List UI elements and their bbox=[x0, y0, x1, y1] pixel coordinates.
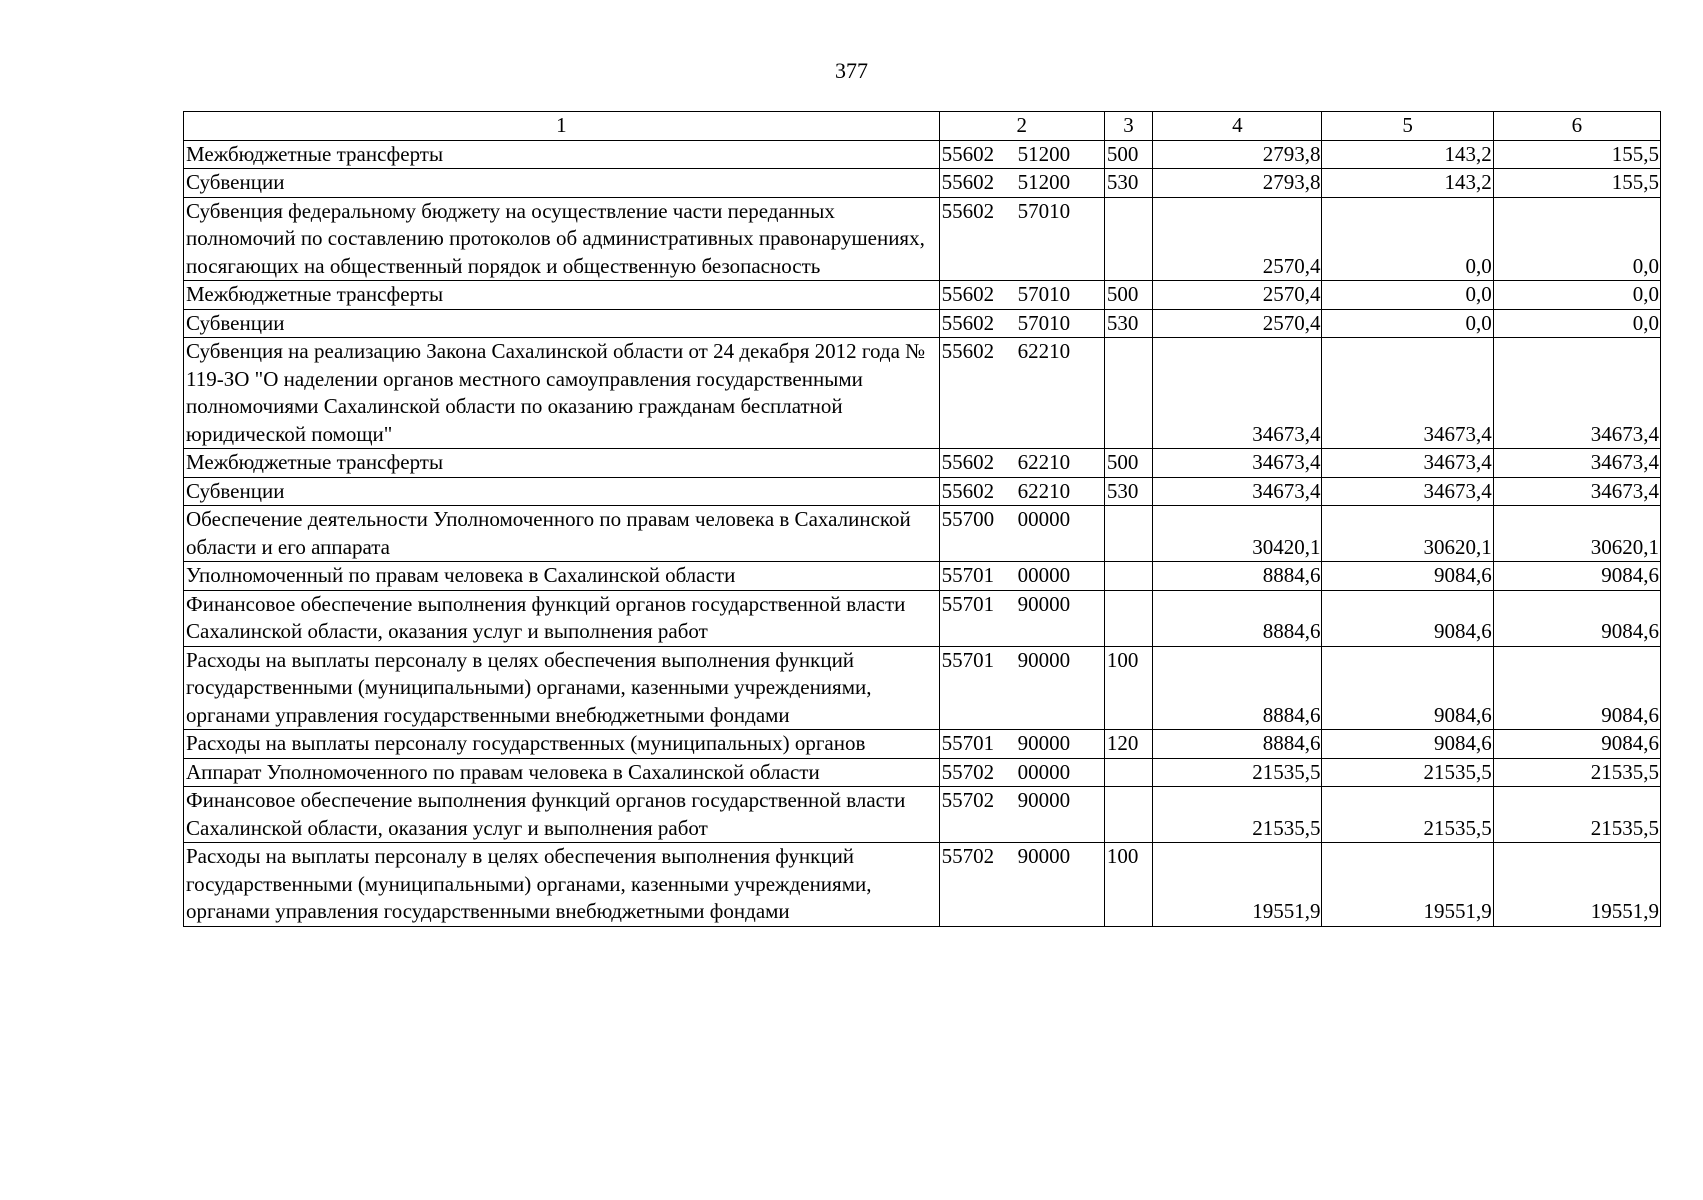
amount-col5-cell: 21535,5 bbox=[1322, 758, 1493, 787]
target-article-cell bbox=[939, 787, 1104, 843]
expense-kind-cell: 120 bbox=[1104, 730, 1152, 759]
amount-col6-cell: 30620,1 bbox=[1493, 506, 1660, 562]
table-row bbox=[184, 562, 1661, 591]
row-name-cell: Субвенции bbox=[184, 309, 940, 338]
budget-table-body bbox=[184, 112, 1661, 927]
expense-kind-cell: 500 bbox=[1104, 281, 1152, 310]
amount-col6-cell: 19551,9 bbox=[1493, 843, 1660, 927]
target-article-code-part2: 51200 bbox=[1017, 141, 1071, 166]
expense-kind-cell: 100 bbox=[1104, 646, 1152, 730]
amount-col4-cell: 8884,6 bbox=[1153, 646, 1322, 730]
target-article-code-part1: 55702 bbox=[941, 844, 995, 868]
target-article-code-part2: 57010 bbox=[1017, 282, 1071, 306]
amount-col4-cell: 8884,6 bbox=[1153, 730, 1322, 759]
table-row bbox=[184, 338, 1661, 449]
amount-col5-cell: 0,0 bbox=[1322, 309, 1493, 338]
target-article-cell bbox=[939, 730, 1104, 759]
target-article-code-part2: 00000 bbox=[1017, 759, 1071, 784]
target-article-code-part1: 55701 bbox=[941, 731, 995, 755]
table-row bbox=[184, 281, 1661, 310]
expense-kind-cell: 530 bbox=[1104, 169, 1152, 198]
expense-kind-cell: 530 bbox=[1104, 477, 1152, 506]
amount-col6-cell: 34673,4 bbox=[1493, 477, 1660, 506]
column-number: 3 bbox=[1104, 112, 1152, 141]
target-article-code-part1: 55701 bbox=[941, 563, 995, 587]
target-article-code-part2: 90000 bbox=[1017, 731, 1071, 755]
row-name-cell: Аппарат Уполномоченного по правам человека в Сахалинской области bbox=[184, 758, 940, 787]
expense-kind-cell: 500 bbox=[1104, 140, 1152, 169]
expense-kind-cell bbox=[1104, 506, 1152, 562]
table-row bbox=[184, 843, 1661, 927]
row-name-cell: Расходы на выплаты персоналу в целях обеспечения выполнения функций государственными (муниципальными) органами, казенными учреждениями, органами управления государственными внебюджетными фондами bbox=[184, 843, 940, 927]
amount-col5-cell: 19551,9 bbox=[1322, 843, 1493, 927]
table-row bbox=[184, 140, 1661, 169]
amount-col6-cell: 9084,6 bbox=[1493, 562, 1660, 591]
target-article-code-part1: 55700 bbox=[941, 507, 995, 531]
row-name-cell: Расходы на выплаты персоналу в целях обеспечения выполнения функций государственными (муниципальными) органами, казенными учреждениями, органами управления государственными внебюджетными фондами bbox=[184, 646, 940, 730]
target-article-cell bbox=[939, 477, 1104, 506]
amount-col5-cell: 30620,1 bbox=[1322, 506, 1493, 562]
column-number: 1 bbox=[184, 112, 940, 141]
amount-col6-cell: 155,5 bbox=[1493, 140, 1660, 169]
table-row bbox=[184, 590, 1661, 646]
table-row bbox=[184, 787, 1661, 843]
amount-col4-cell: 8884,6 bbox=[1153, 562, 1322, 591]
amount-col5-cell: 0,0 bbox=[1322, 281, 1493, 310]
amount-col4-cell: 34673,4 bbox=[1153, 477, 1322, 506]
amount-col5-cell: 143,2 bbox=[1322, 169, 1493, 198]
row-name-cell: Межбюджетные трансферты bbox=[184, 449, 940, 478]
target-article-cell bbox=[939, 338, 1104, 449]
row-name-cell: Уполномоченный по правам человека в Сахалинской области bbox=[184, 562, 940, 591]
amount-col5-cell: 9084,6 bbox=[1322, 590, 1493, 646]
target-article-code-part2: 90000 bbox=[1017, 647, 1071, 672]
amount-col5-cell: 9084,6 bbox=[1322, 562, 1493, 591]
expense-kind-cell bbox=[1104, 590, 1152, 646]
expense-kind-cell bbox=[1104, 197, 1152, 281]
amount-col6-cell: 34673,4 bbox=[1493, 449, 1660, 478]
amount-col5-cell: 34673,4 bbox=[1322, 449, 1493, 478]
row-name-cell: Расходы на выплаты персоналу государственных (муниципальных) органов bbox=[184, 730, 940, 759]
target-article-cell bbox=[939, 281, 1104, 310]
amount-col4-cell: 2570,4 bbox=[1153, 281, 1322, 310]
amount-col4-cell: 34673,4 bbox=[1153, 338, 1322, 449]
row-name-cell: Финансовое обеспечение выполнения функций органов государственной власти Сахалинской области, оказания услуг и выполнения работ bbox=[184, 787, 940, 843]
amount-col5-cell: 9084,6 bbox=[1322, 646, 1493, 730]
target-article-code-part1: 55602 bbox=[941, 478, 995, 503]
column-number: 5 bbox=[1322, 112, 1493, 141]
row-name-cell: Финансовое обеспечение выполнения функций органов государственной власти Сахалинской области, оказания услуг и выполнения работ bbox=[184, 590, 940, 646]
amount-col4-cell: 2793,8 bbox=[1153, 169, 1322, 198]
target-article-code-part1: 55602 bbox=[941, 450, 995, 474]
amount-col5-cell: 9084,6 bbox=[1322, 730, 1493, 759]
page-number: 377 bbox=[835, 58, 868, 83]
column-number: 2 bbox=[939, 112, 1104, 141]
target-article-code-part1: 55602 bbox=[941, 198, 995, 223]
amount-col6-cell: 9084,6 bbox=[1493, 590, 1660, 646]
target-article-code-part1: 55701 bbox=[941, 591, 995, 616]
table-row bbox=[184, 730, 1661, 759]
amount-col4-cell: 8884,6 bbox=[1153, 590, 1322, 646]
table-row bbox=[184, 449, 1661, 478]
row-name-cell: Субвенция федеральному бюджету на осуществление части переданных полномочий по составлению протоколов об административных правонарушениях, посягающих на общественный порядок и общественную безопасность bbox=[184, 197, 940, 281]
amount-col6-cell: 9084,6 bbox=[1493, 730, 1660, 759]
expense-kind-cell bbox=[1104, 562, 1152, 591]
target-article-cell bbox=[939, 646, 1104, 730]
amount-col6-cell: 0,0 bbox=[1493, 281, 1660, 310]
target-article-cell bbox=[939, 309, 1104, 338]
amount-col5-cell: 0,0 bbox=[1322, 197, 1493, 281]
column-number: 4 bbox=[1153, 112, 1322, 141]
amount-col4-cell: 2570,4 bbox=[1153, 309, 1322, 338]
table-row bbox=[184, 309, 1661, 338]
target-article-code-part1: 55702 bbox=[941, 788, 995, 812]
target-article-code-part2: 51200 bbox=[1017, 170, 1071, 194]
amount-col5-cell: 34673,4 bbox=[1322, 477, 1493, 506]
table-row bbox=[184, 506, 1661, 562]
target-article-cell bbox=[939, 506, 1104, 562]
row-name-cell: Субвенции bbox=[184, 477, 940, 506]
target-article-cell bbox=[939, 140, 1104, 169]
amount-col4-cell: 21535,5 bbox=[1153, 787, 1322, 843]
table-row bbox=[184, 758, 1661, 787]
budget-table bbox=[183, 111, 1661, 927]
table-row bbox=[184, 646, 1661, 730]
expense-kind-cell: 530 bbox=[1104, 309, 1152, 338]
amount-col4-cell: 2793,8 bbox=[1153, 140, 1322, 169]
amount-col4-cell: 21535,5 bbox=[1153, 758, 1322, 787]
amount-col6-cell: 0,0 bbox=[1493, 309, 1660, 338]
target-article-code-part1: 55602 bbox=[941, 170, 995, 194]
target-article-cell bbox=[939, 590, 1104, 646]
target-article-code-part1: 55602 bbox=[941, 310, 995, 335]
target-article-code-part2: 00000 bbox=[1017, 563, 1071, 587]
table-row bbox=[184, 197, 1661, 281]
target-article-code-part2: 90000 bbox=[1017, 844, 1071, 868]
amount-col4-cell: 34673,4 bbox=[1153, 449, 1322, 478]
target-article-cell bbox=[939, 169, 1104, 198]
amount-col6-cell: 21535,5 bbox=[1493, 758, 1660, 787]
target-article-code-part2: 57010 bbox=[1017, 310, 1071, 335]
expense-kind-cell bbox=[1104, 787, 1152, 843]
table-row bbox=[184, 477, 1661, 506]
amount-col6-cell: 21535,5 bbox=[1493, 787, 1660, 843]
amount-col5-cell: 21535,5 bbox=[1322, 787, 1493, 843]
amount-col5-cell: 143,2 bbox=[1322, 140, 1493, 169]
row-name-cell: Субвенции bbox=[184, 169, 940, 198]
target-article-cell bbox=[939, 562, 1104, 591]
target-article-code-part2: 90000 bbox=[1017, 591, 1071, 616]
target-article-cell bbox=[939, 843, 1104, 927]
target-article-code-part2: 00000 bbox=[1017, 507, 1071, 531]
amount-col5-cell: 34673,4 bbox=[1322, 338, 1493, 449]
amount-col6-cell: 155,5 bbox=[1493, 169, 1660, 198]
target-article-code-part1: 55602 bbox=[941, 141, 995, 166]
row-name-cell: Обеспечение деятельности Уполномоченного по правам человека в Сахалинской области и его аппарата bbox=[184, 506, 940, 562]
expense-kind-cell: 100 bbox=[1104, 843, 1152, 927]
target-article-code-part2: 62210 bbox=[1017, 478, 1071, 503]
target-article-code-part1: 55602 bbox=[941, 339, 995, 363]
amount-col4-cell: 19551,9 bbox=[1153, 843, 1322, 927]
column-number-row bbox=[184, 112, 1661, 141]
expense-kind-cell: 500 bbox=[1104, 449, 1152, 478]
row-name-cell: Межбюджетные трансферты bbox=[184, 281, 940, 310]
column-number: 6 bbox=[1493, 112, 1660, 141]
expense-kind-cell bbox=[1104, 758, 1152, 787]
target-article-code-part1: 55602 bbox=[941, 282, 995, 306]
amount-col6-cell: 34673,4 bbox=[1493, 338, 1660, 449]
amount-col6-cell: 0,0 bbox=[1493, 197, 1660, 281]
target-article-code-part1: 55701 bbox=[941, 647, 995, 672]
amount-col4-cell: 2570,4 bbox=[1153, 197, 1322, 281]
amount-col6-cell: 9084,6 bbox=[1493, 646, 1660, 730]
row-name-cell: Субвенция на реализацию Закона Сахалинской области от 24 декабря 2012 года № 119-ЗО "О наделении органов местного самоуправления государственными полномочиями Сахалинской области по оказанию гражданам бесплатной юридической помощи" bbox=[184, 338, 940, 449]
target-article-code-part1: 55702 bbox=[941, 759, 995, 784]
target-article-cell bbox=[939, 449, 1104, 478]
target-article-code-part2: 62210 bbox=[1017, 450, 1071, 474]
row-name-cell: Межбюджетные трансферты bbox=[184, 140, 940, 169]
table-row bbox=[184, 169, 1661, 198]
target-article-cell bbox=[939, 758, 1104, 787]
expense-kind-cell bbox=[1104, 338, 1152, 449]
amount-col4-cell: 30420,1 bbox=[1153, 506, 1322, 562]
target-article-code-part2: 62210 bbox=[1017, 339, 1071, 363]
target-article-code-part2: 90000 bbox=[1017, 788, 1071, 812]
target-article-cell bbox=[939, 197, 1104, 281]
target-article-code-part2: 57010 bbox=[1017, 198, 1071, 223]
